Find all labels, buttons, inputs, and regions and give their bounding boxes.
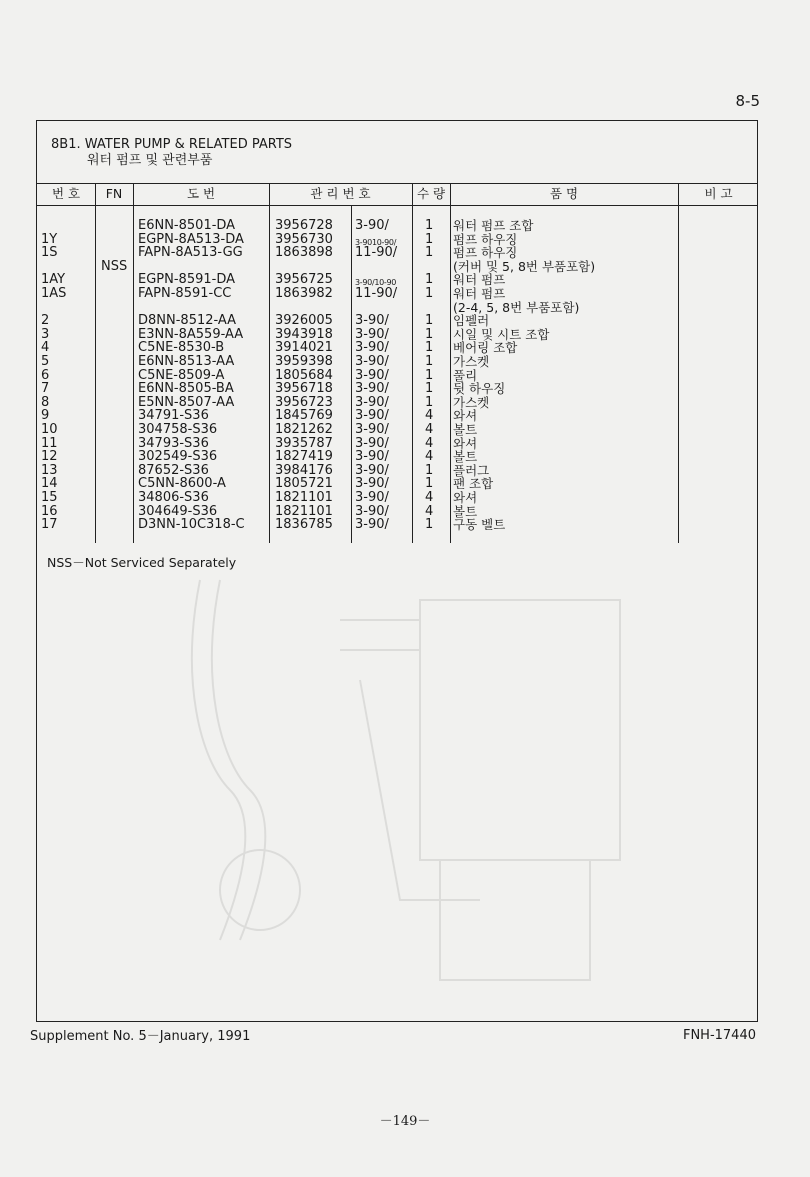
cell-part: EGPN-8A513-DA: [138, 231, 244, 247]
cell-name: 워터 펌프: [453, 286, 506, 301]
cell-qty: 1: [425, 272, 434, 288]
cell-date: 3-90/: [355, 408, 389, 424]
cell-no: 5: [41, 354, 50, 369]
cell-date: 3-90/: [355, 218, 389, 233]
cell-no: 17: [41, 517, 58, 533]
cell-date: 3-90/: [355, 490, 389, 505]
cell-qty: 4: [425, 422, 434, 437]
cell-date: 3-90/: [355, 381, 389, 397]
page-number: 8-5: [735, 92, 760, 110]
cell-name: 구동 벨트: [453, 517, 506, 533]
cell-name: 베어링 조합: [453, 340, 518, 356]
cell-no: 15: [41, 490, 58, 505]
cell-part: C5NE-8509-A: [138, 367, 225, 383]
cell-name: 워터 펌프: [453, 272, 506, 288]
header-quantity: 수 량: [416, 186, 446, 201]
cell-qty: 1: [425, 218, 434, 233]
cell-part: E6NN-8501-DA: [138, 218, 236, 233]
cell-no: 14: [41, 476, 58, 492]
cell-ctrl: 1821101: [275, 490, 333, 505]
cell-part: 87652-S36: [138, 462, 209, 478]
cell-ctrl: 1821262: [275, 422, 333, 437]
cell-qty: 4: [425, 503, 434, 519]
cell-name: 펌프 하우징: [453, 245, 518, 261]
cell-no: 1AY: [41, 272, 66, 288]
cell-ctrl: 1836785: [275, 517, 333, 533]
header-bottom-rule: [37, 205, 757, 206]
header-part-number: 도 번: [186, 186, 216, 201]
column-divider: [351, 205, 352, 543]
column-divider: [95, 183, 96, 543]
cell-date: 3-90/: [355, 340, 389, 356]
cell-qty: 1: [425, 340, 434, 356]
cell-no: 13: [41, 462, 58, 478]
cell-no: 11: [41, 435, 58, 451]
cell-qty: 1: [425, 367, 434, 383]
parts-table-frame: [36, 120, 758, 1022]
cell-part: E6NN-8513-AA: [138, 354, 235, 369]
cell-date: 3-90/: [355, 313, 389, 329]
cell-qty: 1: [425, 394, 434, 410]
header-control-number: 관 리 번 호: [310, 186, 371, 201]
column-divider: [678, 183, 679, 543]
section-heading: [51, 137, 292, 169]
cell-no: 8: [41, 394, 50, 410]
cell-part: E6NN-8505-BA: [138, 381, 234, 397]
cell-name: 펌프 하우징: [453, 231, 518, 247]
cell-no: 3: [41, 326, 50, 342]
cell-name: (커버 및 5, 8번 부품포함): [453, 258, 596, 274]
footer-doc-number: FNH-17440: [682, 1028, 756, 1043]
cell-date: 3-90/10-90: [355, 278, 397, 288]
cell-qty: 1: [425, 381, 434, 397]
cell-date: 3-90/: [355, 354, 389, 369]
cell-date: 3-90/: [355, 367, 389, 383]
cell-part: 34806-S36: [138, 490, 209, 505]
section-title: 8B1. WATER PUMP & RELATED PARTS: [51, 137, 293, 152]
cell-name: (2-4, 5, 8번 부품포함): [453, 299, 580, 315]
cell-ctrl: 3926005: [275, 313, 333, 329]
cell-name: 팬 조합: [453, 476, 494, 492]
cell-part: D3NN-10C318-C: [138, 517, 245, 533]
cell-no: 4: [41, 340, 50, 356]
cell-qty: 1: [425, 245, 434, 261]
cell-qty: 1: [425, 326, 434, 342]
cell-name: 가스켓: [453, 394, 490, 410]
cell-name: 풀리: [453, 367, 478, 383]
cell-date: 3-90/: [355, 517, 389, 533]
cell-date: 3-90/: [355, 326, 389, 342]
cell-qty: 4: [425, 490, 434, 505]
footer-supplement: Supplement No. 5－January, 1991: [30, 1029, 251, 1044]
cell-date: 3-90/: [355, 503, 389, 519]
cell-name: 와셔: [453, 435, 478, 451]
cell-qty: 4: [425, 408, 434, 424]
cell-name: 볼트: [453, 422, 478, 437]
cell-ctrl: 3935787: [275, 435, 333, 451]
cell-fn: NSS: [101, 258, 128, 274]
cell-part: 304758-S36: [138, 422, 218, 437]
cell-no: 1Y: [41, 231, 58, 247]
cell-qty: 4: [425, 449, 434, 465]
header-fn: FN: [105, 186, 123, 201]
cell-ctrl: 3943918: [275, 326, 333, 342]
cell-part: 34793-S36: [138, 435, 209, 451]
column-divider: [450, 183, 451, 543]
cell-part: C5NE-8530-B: [138, 340, 225, 356]
cell-name: 볼트: [453, 449, 478, 465]
cell-ctrl: 3959398: [275, 354, 333, 369]
header-part-name: 품 명: [549, 186, 579, 201]
cell-name: 워터 펌프 조합: [453, 218, 534, 233]
footer-page-number: －149－: [379, 1114, 431, 1129]
cell-ctrl: 1845769: [275, 408, 333, 424]
cell-date: 3-90/: [355, 476, 389, 492]
cell-ctrl: 3956718: [275, 381, 333, 397]
cell-no: 7: [41, 381, 50, 397]
cell-qty: 1: [425, 286, 434, 301]
cell-no: 1S: [41, 245, 58, 261]
cell-part: FAPN-8591-CC: [138, 286, 232, 301]
cell-no: 16: [41, 503, 58, 519]
cell-qty: 1: [425, 313, 434, 329]
cell-qty: 4: [425, 435, 434, 451]
section-subtitle: 워터 펌프 및 관련부품: [87, 153, 213, 168]
cell-ctrl: 1827419: [275, 449, 333, 465]
cell-name: 가스켓: [453, 354, 490, 369]
cell-qty: 1: [425, 462, 434, 478]
cell-qty: 1: [425, 231, 434, 247]
cell-date: 3-90/: [355, 394, 389, 410]
cell-part: FAPN-8A513-GG: [138, 245, 243, 261]
cell-ctrl: 1805684: [275, 367, 333, 383]
cell-qty: 1: [425, 517, 434, 533]
cell-ctrl: 3956730: [275, 231, 333, 247]
cell-part: C5NN-8600-A: [138, 476, 226, 492]
cell-part: E5NN-8507-AA: [138, 394, 235, 410]
column-divider: [269, 183, 270, 543]
cell-date: 3-9010-90/: [355, 237, 397, 247]
cell-part: 302549-S36: [138, 449, 218, 465]
column-divider: [133, 183, 134, 543]
cell-qty: 1: [425, 476, 434, 492]
cell-ctrl: 1821101: [275, 503, 333, 519]
cell-no: 12: [41, 449, 58, 465]
cell-date: 3-90/: [355, 462, 389, 478]
cell-date: 11-90/: [355, 286, 398, 301]
cell-name: 와셔: [453, 408, 478, 424]
cell-ctrl: 3914021: [275, 340, 333, 356]
cell-no: 2: [41, 313, 50, 329]
cell-ctrl: 3956723: [275, 394, 333, 410]
cell-date: 3-90/: [355, 435, 389, 451]
cell-ctrl: 1863898: [275, 245, 333, 261]
cell-part: E3NN-8A559-AA: [138, 326, 244, 342]
cell-ctrl: 3956728: [275, 218, 333, 233]
cell-name: 임펠러: [453, 313, 490, 329]
cell-name: 볼트: [453, 503, 478, 519]
cell-no: 9: [41, 408, 50, 424]
cell-ctrl: 1805721: [275, 476, 333, 492]
cell-ctrl: 1863982: [275, 286, 333, 301]
cell-no: 6: [41, 367, 50, 383]
cell-ctrl: 3956725: [275, 272, 333, 288]
cell-date: 3-90/: [355, 449, 389, 465]
cell-part: 34791-S36: [138, 408, 209, 424]
cell-name: 와셔: [453, 490, 478, 505]
cell-no: 1AS: [41, 286, 67, 301]
header-remarks: 비 고: [704, 186, 733, 201]
cell-part: EGPN-8591-DA: [138, 272, 235, 288]
cell-name: 뒷 하우징: [453, 381, 506, 397]
cell-date: 3-90/: [355, 422, 389, 437]
cell-no: 10: [41, 422, 58, 437]
cell-name: 플러그: [453, 462, 490, 478]
header-number: 번 호: [51, 186, 81, 201]
cell-qty: 1: [425, 354, 434, 369]
cell-part: 304649-S36: [138, 503, 218, 519]
cell-date: 11-90/: [355, 245, 398, 261]
cell-name: 시일 및 시트 조합: [453, 326, 550, 342]
nss-note: NSS－Not Serviced Separately: [47, 555, 237, 570]
column-divider: [412, 183, 413, 543]
cell-ctrl: 3984176: [275, 462, 333, 478]
cell-part: D8NN-8512-AA: [138, 313, 237, 329]
